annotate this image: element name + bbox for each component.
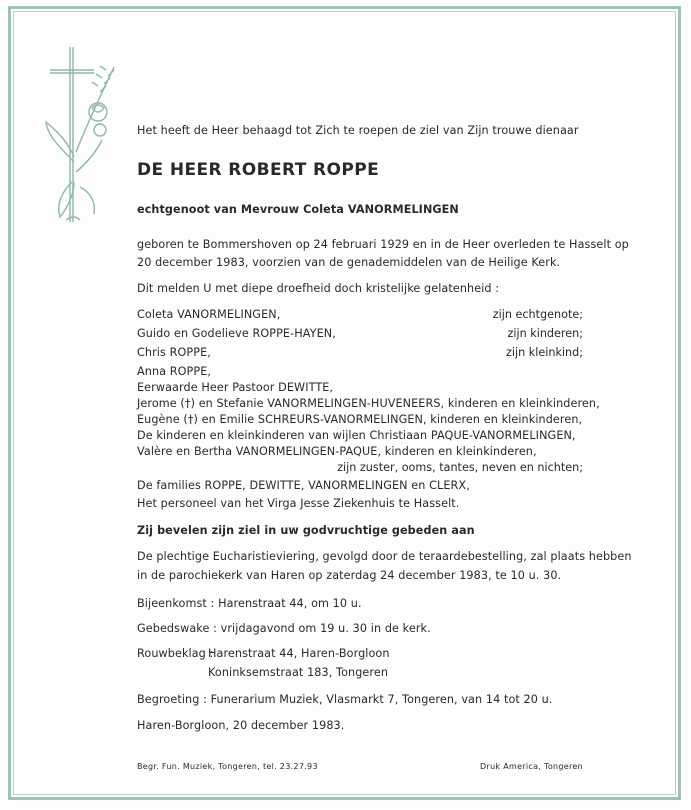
family-line: Eugène (†) en Emilie SCHREURS-VANORMELINGEN, kinderen en kleinkinderen, [137,413,583,426]
visitation-info: Begroeting : Funerarium Muziek, Vlasmarkt 7, Tongeren, van 14 tot 20 u. [137,693,553,706]
mourning-address: Koninksemstraat 183, Tongeren [208,666,389,679]
cross-and-rose-icon [40,42,130,232]
deceased-name: DE HEER ROBERT ROPPE [137,160,380,180]
family-relation: zijn kinderen; [507,327,583,340]
family-relation: zijn echtgenote; [492,308,583,321]
intro-text: Het heeft de Heer behaagd tot Zich te roepen de ziel van Zijn trouwe dienaar [137,124,579,137]
footer-printer: Druk America, Tongeren [480,762,583,771]
family-group-relation: zijn zuster, ooms, tantes, neven en nichten; [337,461,583,474]
mourning-label: Rouwbeklag : [137,647,214,660]
families-line: De families ROPPE, DEWITTE, VANORMELINGEN en CLERX, [137,479,470,492]
announcement-text: Dit melden U met diepe droefheid doch kristelijke gelatenheid : [137,282,500,295]
place-date: Haren-Borgloon, 20 december 1983. [137,719,345,732]
prayer-request: Zij bevelen zijn ziel in uw godvruchtige gebeden aan [137,524,475,537]
footer-funeral-home: Begr. Fun. Muziek, Tongeren, tel. 23.27.93 [137,762,318,771]
family-line: Jerome (†) en Stefanie VANORMELINGEN-HUVENEERS, kinderen en kleinkinderen, [137,397,600,410]
staff-line: Het personeel van het Virga Jesse Ziekenhuis te Hasselt. [137,497,460,510]
family-relation: zijn kleinkind; [506,346,583,359]
family-member: Chris ROPPE, [137,346,211,359]
family-line: Anna ROPPE, [137,365,212,378]
birth-death-line-1: geboren te Bommershoven op 24 februari 1929 en in de Heer overleden te Hasselt op [137,238,629,251]
ceremony-line-2: in de parochiekerk van Haren op zaterdag 24 december 1983, te 10 u. 30. [137,569,562,582]
vigil-info: Gebedswake : vrijdagavond om 19 u. 30 in de kerk. [137,622,431,635]
family-member: Coleta VANORMELINGEN, [137,308,281,321]
family-line: Valère en Bertha VANORMELINGEN-PAQUE, kinderen en kleinkinderen, [137,445,537,458]
family-member: Guido en Godelieve ROPPE-HAYEN, [137,327,336,340]
family-line: Eerwaarde Heer Pastoor DEWITTE, [137,381,334,394]
meeting-info: Bijeenkomst : Harenstraat 44, om 10 u. [137,597,362,610]
family-line: De kinderen en kleinkinderen van wijlen Christiaan PAQUE-VANORMELINGEN, [137,429,576,442]
spouse-line: echtgenoot van Mevrouw Coleta VANORMELINGEN [137,203,459,216]
birth-death-line-2: 20 december 1983, voorzien van de genademiddelen van de Heilige Kerk. [137,256,561,269]
mourning-address: Harenstraat 44, Haren-Borgloon [208,647,390,660]
ceremony-line-1: De plechtige Eucharistieviering, gevolgd door de teraardebestelling, zal plaats hebben [137,550,632,563]
